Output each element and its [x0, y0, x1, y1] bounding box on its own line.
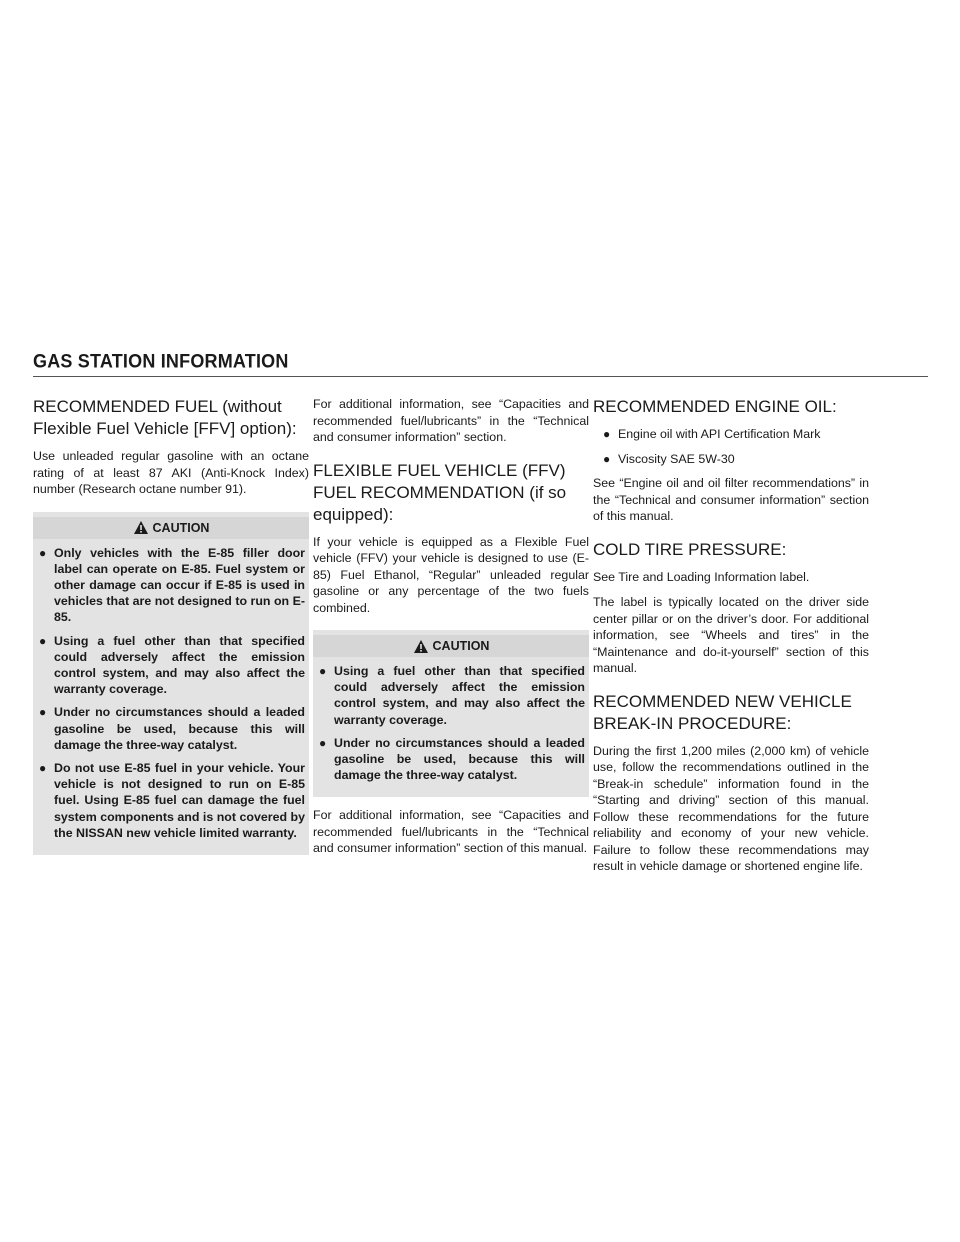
closing-paragraph: For additional information, see “Capacities and recommended fuel/lubricants in the “Technical and consumer information” section of this manual. [313, 808, 589, 856]
caution-item: ● Under no circumstances should a leaded gasoline be used, because this will damage the three-way catalyst. [39, 705, 305, 752]
bullet-icon: ● [603, 451, 611, 466]
engine-oil-list [593, 426, 869, 467]
bullet-icon: ● [39, 760, 47, 775]
recommended-fuel-paragraph: Use unleaded regular gasoline with an octane rating of at least 87 AKI (Anti-Knock Index) number (Research octane number 91). [33, 449, 309, 496]
caution-label: CAUTION [432, 639, 490, 653]
section-title: GAS STATION INFORMATION [33, 350, 289, 372]
ffv-paragraph: If your vehicle is equipped as a Flexible Fuel vehicle (FFV) your vehicle is designed to use (E-85) Fuel Ethanol, “Regular” unleaded regular gasoline or any percentage of the two fuels combined. [313, 534, 589, 615]
column-2 [313, 396, 589, 866]
tire-paragraph-1: See Tire and Loading Information label. [593, 569, 810, 584]
ffv-heading: FLEXIBLE FUEL VEHICLE (FFV) FUEL RECOMMENDATION (if so equipped): [313, 460, 567, 524]
caution-list [33, 545, 309, 841]
column-1 [33, 396, 309, 865]
header-rule [33, 376, 928, 377]
caution-box [33, 512, 309, 855]
engine-oil-paragraph: See “Engine oil and oil filter recommendations” in the “Technical and consumer information” section of this manual. [593, 476, 869, 523]
caution-box [313, 630, 589, 797]
caution-item: ● Using a fuel other than that specified could adversely affect the emission control system, and may also affect the warranty coverage. [39, 633, 305, 697]
warning-icon [413, 639, 429, 654]
tire-pressure-heading: COLD TIRE PRESSURE: [593, 539, 787, 559]
list-item: ● Engine oil with API Certification Mark [603, 427, 821, 441]
additional-info-paragraph: For additional information, see “Capacities and recommended fuel/lubricants” in the “Technical and consumer information” section. [313, 397, 589, 444]
caution-label: CAUTION [152, 520, 210, 535]
bullet-icon: ● [319, 664, 327, 678]
recommended-fuel-heading: RECOMMENDED FUEL (without Flexible Fuel Vehicle [FFV] option): [33, 397, 297, 438]
bullet-icon: ● [39, 545, 47, 560]
bullet-icon: ● [39, 633, 47, 648]
break-in-paragraph: During the first 1,200 miles (2,000 km) of vehicle use, follow the recommendations outlined in the “Break-in schedule” information found in the “Starting and driving” section of this manual. Follow these recommendations for the future reliability and economy of your new vehicle. Failure to follow these recommendations may result in vehicle damage or shortened engine life. [593, 743, 869, 873]
warning-icon [133, 520, 149, 535]
tire-paragraph-2: The label is typically located on the driver side center pillar or on the driver’s door. For additional information, see “Wheels and tires” in the “Maintenance and do-it-yourself” section of this manual. [593, 595, 869, 675]
caution-list [313, 663, 589, 783]
caution-item: ● Using a fuel other than that specified could adversely affect the emission control system, and may also affect the warranty coverage. [319, 664, 585, 727]
caution-item: ● Under no circumstances should a leaded gasoline be used, because this will damage the three-way catalyst. [319, 735, 585, 783]
bullet-icon: ● [603, 427, 611, 441]
engine-oil-heading: RECOMMENDED ENGINE OIL: [593, 397, 837, 416]
break-in-heading: RECOMMENDED NEW VEHICLE BREAK-IN PROCEDURE: [593, 691, 852, 733]
column-3 [593, 396, 869, 884]
caution-header [33, 517, 309, 539]
caution-header [313, 635, 589, 657]
bullet-icon: ● [39, 705, 47, 720]
bullet-icon: ● [319, 735, 327, 750]
list-item: ● Viscosity SAE 5W-30 [603, 451, 735, 466]
caution-item: ● Only vehicles with the E-85 filler door label can operate on E-85. Fuel system or other damage can occur if E-85 is used in vehicles that are not designed to run on E-85. [39, 545, 305, 625]
caution-item: ● Do not use E-85 fuel in your vehicle. Your vehicle is not designed to run on E-85 fuel. Using E-85 fuel can damage the fuel system components and is not covered by the NISSAN new vehicle limited warranty. [39, 760, 305, 840]
